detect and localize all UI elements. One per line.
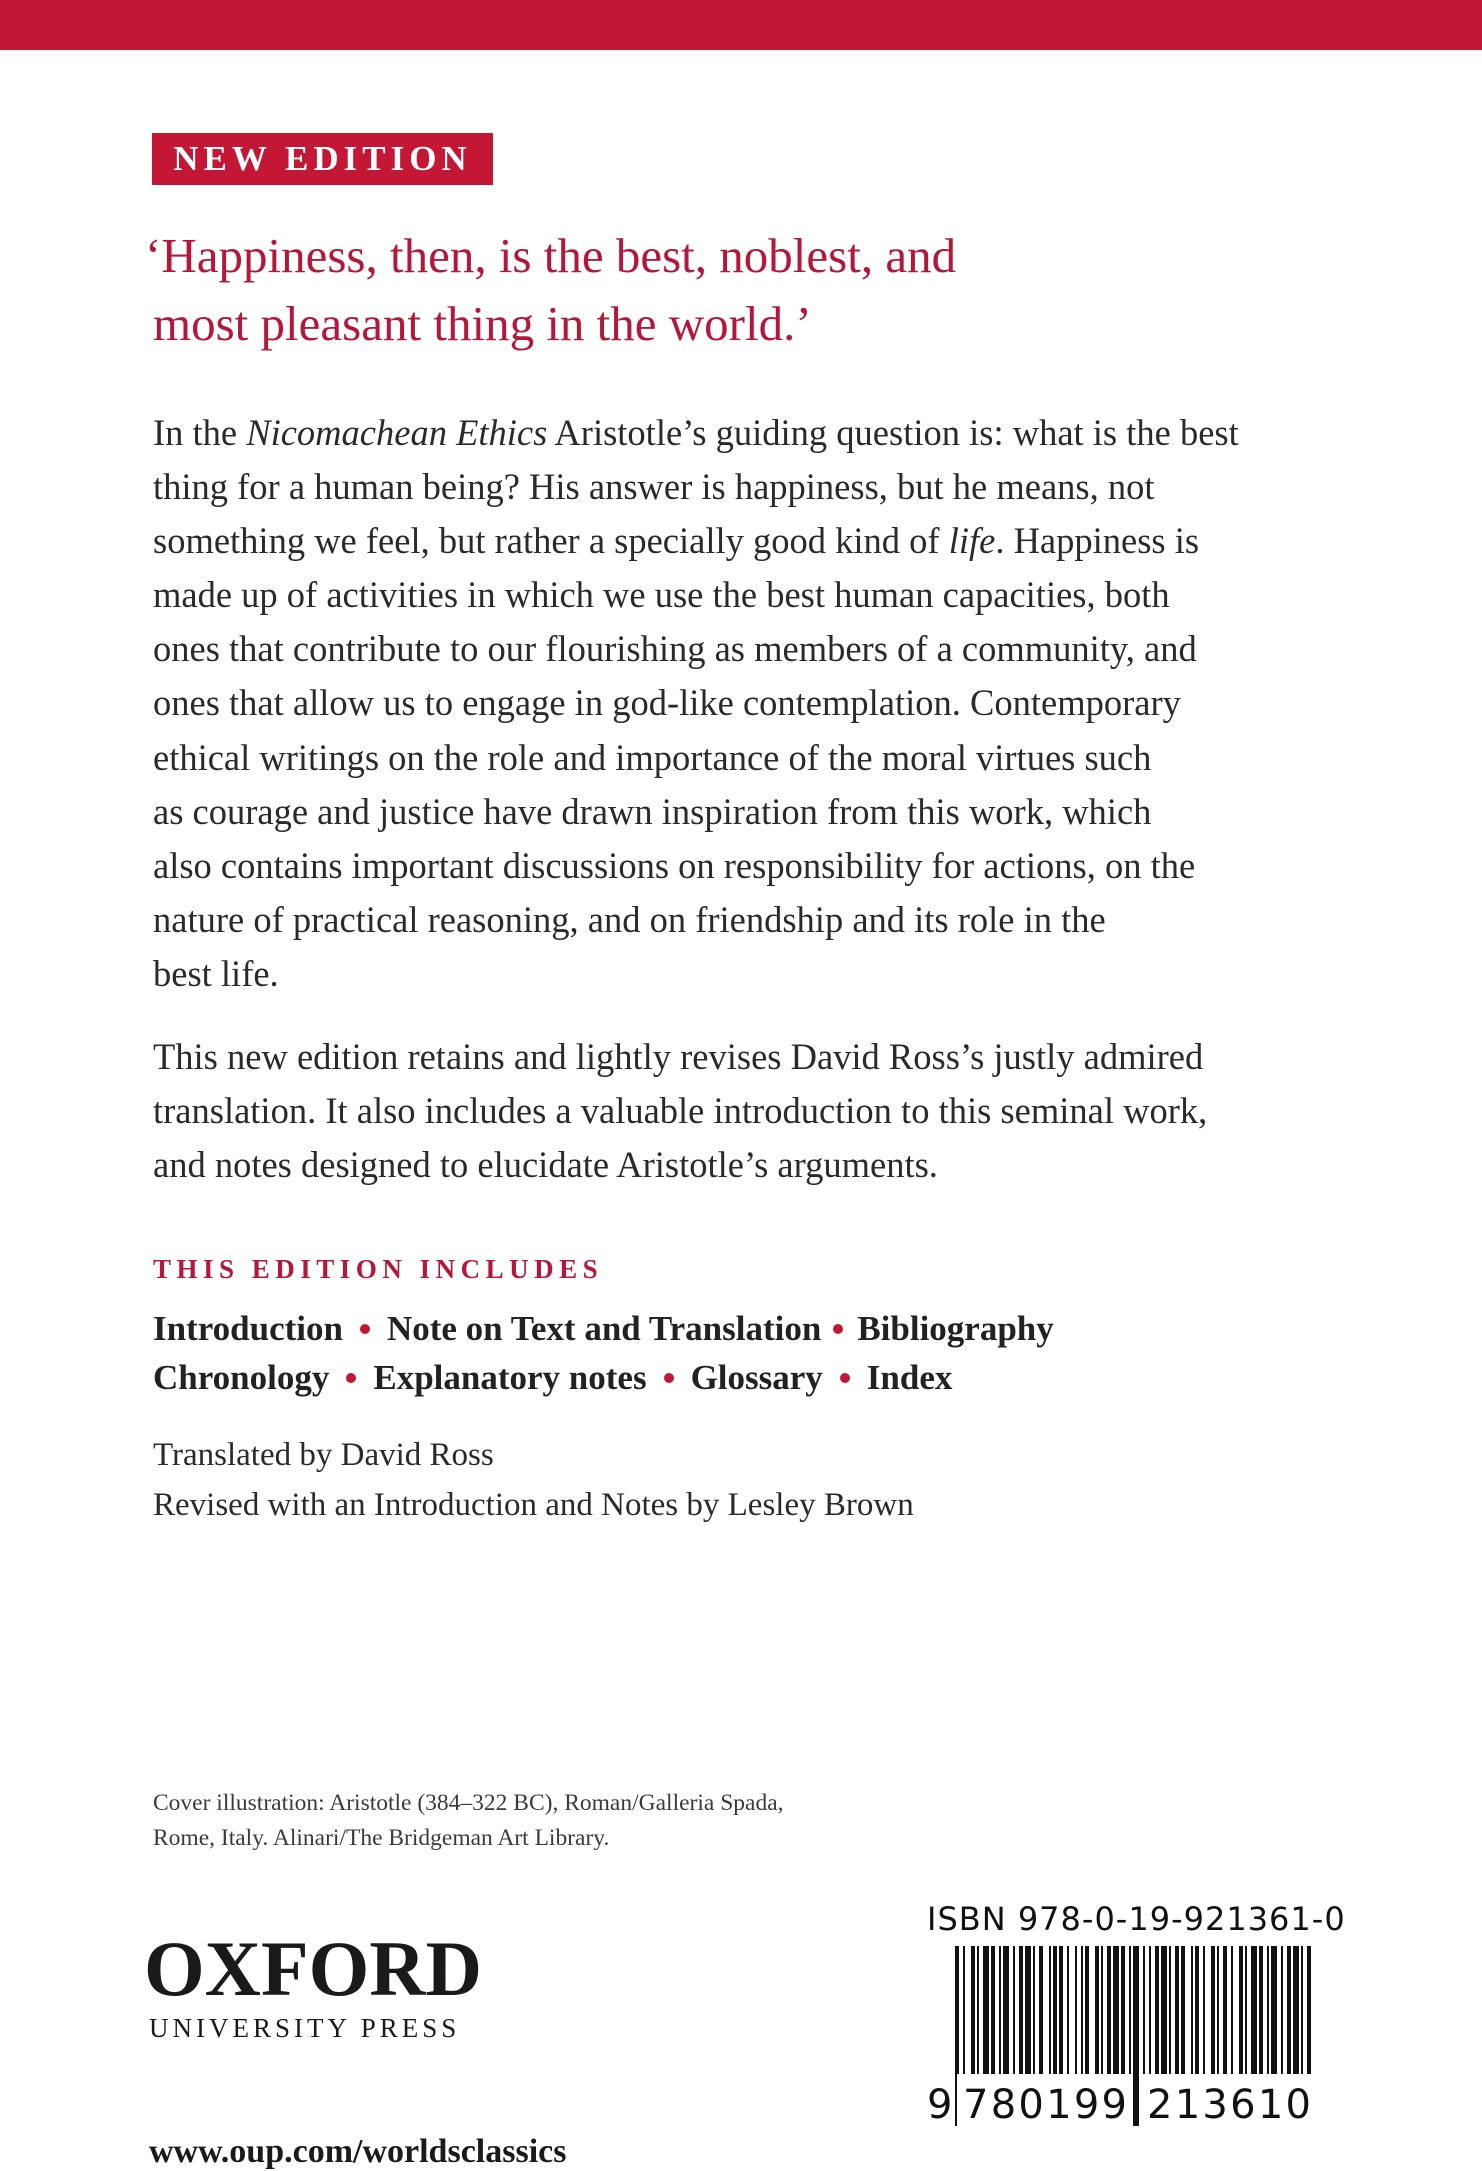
include-item: Chronology bbox=[153, 1358, 330, 1397]
translator-credit: Translated by David Ross bbox=[153, 1437, 494, 1473]
include-item: Glossary bbox=[690, 1358, 823, 1397]
bullet-dot-icon bbox=[664, 1373, 674, 1383]
reviser-credit: Revised with an Introduction and Notes by Lesley Brown bbox=[153, 1487, 914, 1523]
include-item: Index bbox=[866, 1358, 953, 1397]
description-text: In the bbox=[153, 412, 247, 453]
barcode-first-digit: 9 bbox=[927, 2082, 953, 2126]
new-edition-badge: NEW EDITION bbox=[152, 133, 493, 185]
edition-description bbox=[153, 1030, 1383, 1192]
publisher-url[interactable]: www.oup.com/worldsclassics bbox=[149, 2133, 567, 2170]
book-title-italic: Nicomachean Ethics bbox=[246, 412, 548, 453]
barcode-right-digits: 213610 bbox=[1147, 2082, 1311, 2126]
barcode-bar bbox=[1133, 1946, 1139, 2126]
description-line: nature of practical reasoning, and on friendship and its role in the bbox=[153, 898, 1106, 940]
edition-line: and notes designed to elucidate Aristotle’s arguments. bbox=[153, 1144, 938, 1186]
isbn-label: ISBN 978-0-19-921361-0 bbox=[927, 1900, 1346, 1938]
publisher-subtitle: UNIVERSITY PRESS bbox=[149, 2013, 461, 2043]
cover-illustration-credit bbox=[153, 1786, 784, 1856]
description-line: ethical writings on the role and importance of the moral virtues such bbox=[153, 736, 1152, 778]
description-line: thing for a human being? His answer is happiness, but he means, not bbox=[153, 466, 1155, 508]
cover-credit-line: Cover illustration: Aristotle (384–322 BC), Roman/Galleria Spada, bbox=[153, 1790, 784, 1816]
barcode-left-digits: 780199 bbox=[963, 2082, 1127, 2126]
isbn-barcode bbox=[925, 1946, 1325, 2126]
description-text: . Happiness is bbox=[995, 520, 1200, 562]
italic-word: life bbox=[948, 520, 996, 562]
description-line: best life. bbox=[153, 952, 279, 994]
top-color-bar bbox=[0, 0, 1482, 50]
includes-heading: THIS EDITION INCLUDES bbox=[153, 1254, 604, 1284]
include-item: Bibliography bbox=[857, 1309, 1054, 1348]
bullet-dot-icon bbox=[360, 1324, 370, 1334]
description-text: Aristotle’s guiding question is: what is the best bbox=[547, 412, 1239, 453]
description-line: ones that contribute to our flourishing as members of a community, and bbox=[153, 628, 1197, 670]
include-item: Note on Text and Translation bbox=[386, 1309, 822, 1348]
include-item: Introduction bbox=[153, 1309, 343, 1348]
description-line: ones that allow us to engage in god-like contemplation. Contemporary bbox=[153, 682, 1181, 724]
description-line: made up of activities in which we use the best human capacities, both bbox=[153, 574, 1170, 616]
quote-line-1: ‘Happiness, then, is the best, noblest, and bbox=[145, 228, 957, 283]
include-item: Explanatory notes bbox=[373, 1358, 647, 1397]
pull-quote bbox=[145, 222, 1145, 358]
edition-line: translation. It also includes a valuable introduction to this seminal work, bbox=[153, 1090, 1208, 1132]
description-line: as courage and justice have drawn inspiration from this work, which bbox=[153, 790, 1152, 832]
description-line bbox=[153, 406, 1383, 460]
oxford-logo: OXFORD bbox=[144, 1925, 482, 2012]
bullet-dot-icon bbox=[833, 1324, 843, 1334]
description-text: something we feel, but rather a specially good kind of bbox=[153, 520, 949, 562]
cover-credit-line: Rome, Italy. Alinari/The Bridgeman Art Library. bbox=[153, 1825, 610, 1851]
description-line bbox=[153, 514, 1383, 568]
includes-line-1 bbox=[153, 1309, 1054, 1349]
bullet-dot-icon bbox=[346, 1373, 356, 1383]
description-line: also contains important discussions on responsibility for actions, on the bbox=[153, 844, 1196, 886]
bullet-dot-icon bbox=[840, 1373, 850, 1383]
book-description bbox=[153, 406, 1383, 1001]
quote-line-2: most pleasant thing in the world.’ bbox=[153, 296, 812, 351]
edition-line: This new edition retains and lightly revises David Ross’s justly admired bbox=[153, 1036, 1204, 1077]
includes-line-2 bbox=[153, 1358, 952, 1398]
